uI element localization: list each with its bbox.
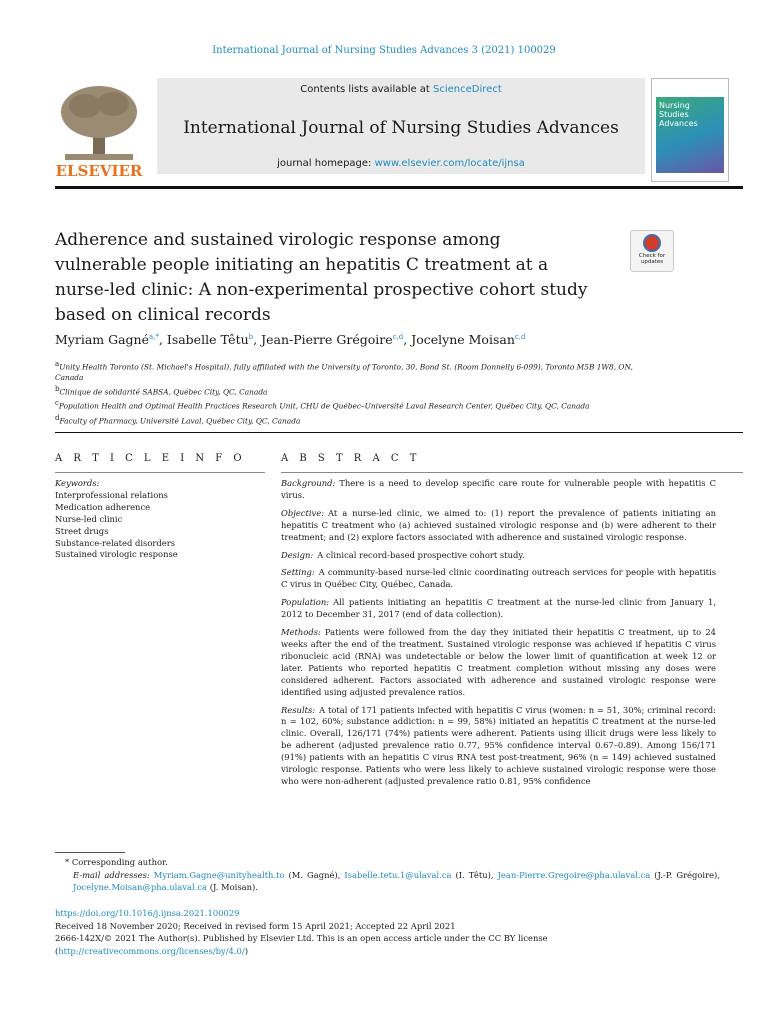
check-updates-icon	[643, 234, 661, 252]
abstract-section-label: Setting:	[281, 567, 315, 578]
divider	[281, 472, 743, 473]
author-name[interactable]: Jocelyne Moisan	[411, 332, 515, 347]
keyword: Street drugs	[55, 525, 109, 536]
keyword: Medication adherence	[55, 501, 151, 512]
license-link[interactable]: http://creativecommons.org/licenses/by/4.0/	[58, 945, 245, 956]
keyword-list	[55, 490, 265, 561]
author-separator: ,	[158, 332, 167, 347]
footnotes	[55, 856, 720, 894]
affiliation	[55, 413, 655, 427]
affiliation	[55, 398, 655, 412]
abstract-heading: A B S T R A C T	[281, 453, 421, 464]
email-link[interactable]: Jocelyne.Moisan@pha.ulaval.ca	[73, 882, 208, 893]
license-paren: (	[55, 945, 59, 956]
author-separator: ,	[403, 332, 412, 347]
journal-title: International Journal of Nursing Studies Advances	[183, 118, 619, 138]
abstract-paragraph	[281, 597, 716, 621]
footnote-divider	[55, 852, 125, 853]
keywords-label: Keywords:	[55, 478, 100, 488]
abstract-section-text: A community-based nurse-led clinic coordinating outreach services for people with hepatitis C virus in Québec City, Québec, Canada.	[281, 567, 716, 590]
license-text: 2666-142X/© 2021 The Author(s). Published by Elsevier Ltd. This is an open access article under the CC BY license	[55, 933, 548, 944]
received-dates: Received 18 November 2020; Received in revised form 15 April 2021; Accepted 22 April 2021	[55, 920, 456, 931]
affiliation-text: Population Health and Optimal Health Practices Research Unit, CHU de Québec–Université Laval Research Center, Québec City, QC, Canada	[58, 401, 590, 411]
paper-title: Adherence and sustained virologic response among vulnerable people initiating an hepatitis C treatment at a nurse-led clinic: A non-experimental prospective cohort study based on clinical records	[55, 230, 588, 325]
email-link[interactable]: Jean-Pierre.Gregoire@pha.ulaval.ca	[497, 869, 651, 880]
keywords-section	[55, 478, 265, 561]
cover-title-line: Studies	[659, 110, 689, 119]
email-link[interactable]: Myriam.Gagne@unityhealth.to	[153, 869, 285, 880]
affiliation-marker: a	[55, 360, 60, 368]
divider	[55, 432, 743, 433]
affiliation	[55, 359, 655, 384]
publication-info	[55, 907, 720, 957]
journal-cover[interactable]	[651, 78, 729, 182]
author-affiliation-marker[interactable]: c,d	[514, 332, 526, 341]
article-info-heading: A R T I C L E I N F O	[55, 453, 246, 464]
keyword: Substance-related disorders	[55, 537, 175, 548]
affiliation-marker: b	[55, 385, 60, 394]
affiliation-marker: d	[55, 413, 60, 422]
abstract-section-text: At a nurse-led clinic, we aimed to: (1) report the prevalence of patients initiating an hepatitis C treatment who (a) achieved sustained virologic response and (b) were adherent to their treatment; and (2) explore factors associated with adherence and sustained virologic response.	[281, 507, 716, 542]
abstract-paragraph	[281, 705, 716, 788]
abstract-section-label: Methods:	[281, 627, 321, 638]
corresponding-note: * Corresponding author.	[65, 857, 168, 867]
author-separator: ,	[253, 332, 262, 347]
divider	[55, 472, 265, 473]
abstract-section-text: Patients were followed from the day they initiated their hepatitis C treatment, up to 24 weeks after the end of the treatment. Sustained virologic response was achieved if hepatitis C virus ribonucleic acid (RNA) was undetectable or below the lower limit of quantification at week 12 or later. Patients who reported hepatitis C treatment completion without missing any doses were considered adherent. Factors associated with adherence and sustained virologic response were identified using adjusted prevalence ratios.	[281, 627, 716, 697]
contents-prefix: Contents lists available at	[300, 84, 434, 95]
affiliation-marker: c	[55, 399, 59, 408]
affiliation-list	[55, 359, 655, 427]
homepage-line	[157, 158, 645, 169]
abstract-paragraph	[281, 508, 716, 544]
author-affiliation-marker[interactable]: b	[248, 332, 254, 341]
abstract-paragraph	[281, 550, 716, 562]
author-name[interactable]: Myriam Gagné	[55, 332, 150, 347]
keyword: Nurse-led clinic	[55, 513, 123, 524]
cover-title-line: Advances	[659, 119, 698, 128]
email-link[interactable]: Isabelle.tetu.1@ulaval.ca	[344, 869, 452, 880]
license-link-line	[55, 945, 720, 958]
abstract-paragraph	[281, 567, 716, 591]
abstract-section-text: There is a need to develop specific care route for vulnerable people with hepatitis C virus.	[281, 478, 716, 500]
author-name[interactable]: Isabelle Têtu	[166, 332, 249, 347]
author-affiliation-marker[interactable]: c,d	[392, 332, 404, 341]
affiliation-text: Faculty of Pharmacy, Université Laval, Québec City, QC, Canada	[59, 416, 301, 426]
abstract-section-label: Results:	[281, 704, 316, 715]
cover-title-line: Nursing	[659, 101, 690, 110]
journal-reference[interactable]: International Journal of Nursing Studies Advances 3 (2021) 100029	[212, 45, 556, 56]
journal-header	[55, 78, 743, 189]
check-updates-line: updates	[640, 259, 664, 265]
affiliation-text: Clinique de solidarité SABSA, Québec City, QC, Canada	[59, 387, 268, 397]
abstract-section-label: Design:	[281, 549, 314, 560]
sciencedirect-link[interactable]: ScienceDirect	[433, 84, 502, 95]
homepage-link[interactable]: www.elsevier.com/locate/ijnsa	[374, 158, 525, 169]
contents-line	[157, 84, 645, 95]
check-updates-label	[631, 253, 673, 265]
cover-title	[659, 101, 698, 128]
check-updates-line: Check for	[638, 253, 666, 259]
abstract-section-label: Objective:	[281, 507, 325, 518]
doi-link[interactable]: https://doi.org/10.1016/j.ijnsa.2021.100029	[55, 908, 240, 918]
email-owner: (J. Moisan).	[207, 882, 258, 893]
check-for-updates-button[interactable]	[630, 230, 674, 272]
keyword: Sustained virologic response	[55, 549, 178, 560]
author-affiliation-marker[interactable]: a,*	[149, 332, 159, 341]
email-addresses	[55, 869, 720, 894]
keyword: Interprofessional relations	[55, 489, 168, 500]
email-owner: (J.-P. Grégoire),	[650, 869, 720, 880]
abstract-body	[281, 478, 716, 794]
abstract-section-label: Population:	[281, 597, 330, 608]
author-name[interactable]: Jean-Pierre Grégoire	[261, 332, 393, 347]
abstract-section-text: All patients initiating an hepatitis C treatment at the nurse-led clinic from January 1, 2012 to December 31, 2017 (end of data collection).	[281, 597, 716, 620]
email-label: E-mail addresses:	[73, 869, 150, 880]
abstract-section-text: A clinical record-based prospective cohort study.	[317, 549, 525, 560]
affiliation-text: Unity Health Toronto (St. Michael's Hospital), fully affiliated with the University of Toronto, 30, Bond St. (Room Donnelly 6-099), Toronto M5B 1W8, ON, Canada	[55, 362, 633, 383]
header-band	[157, 78, 645, 174]
affiliation	[55, 384, 655, 398]
abstract-paragraph	[281, 478, 716, 502]
abstract-paragraph	[281, 627, 716, 698]
author-list	[55, 332, 526, 347]
license-paren: )	[244, 945, 248, 956]
elsevier-wordmark: ELSEVIER	[55, 162, 143, 180]
abstract-section-text: A total of 171 patients infected with hepatitis C virus (women: n = 51, 30%; criminal record: n = 102, 60%; substance addiction: n = 99, 58%) initiated an hepatitis C treatment at the nurse-led clinic. Overall, 126/171 (74%) patients were adherent. Patients using illicit drugs were less likely to be adherent (adjusted prevalence ratio 0.77, 95% confidence interval 0.67–0.89). Among 156/171 (91%) patients with an hepatitis C virus RNA test post-treatment, 96% (n = 149) achieved sustained virologic response. Patients who were less likely to achieve sustained virologic response were those who were non-adherent (adjusted prevalence ratio 0.81, 95% confidence	[281, 704, 716, 786]
homepage-prefix: journal homepage:	[277, 158, 375, 169]
email-owner: (M. Gagné),	[284, 869, 345, 880]
email-owner: (I. Têtu),	[451, 869, 498, 880]
elsevier-logo[interactable]	[55, 82, 143, 182]
abstract-section-label: Background:	[281, 478, 336, 488]
